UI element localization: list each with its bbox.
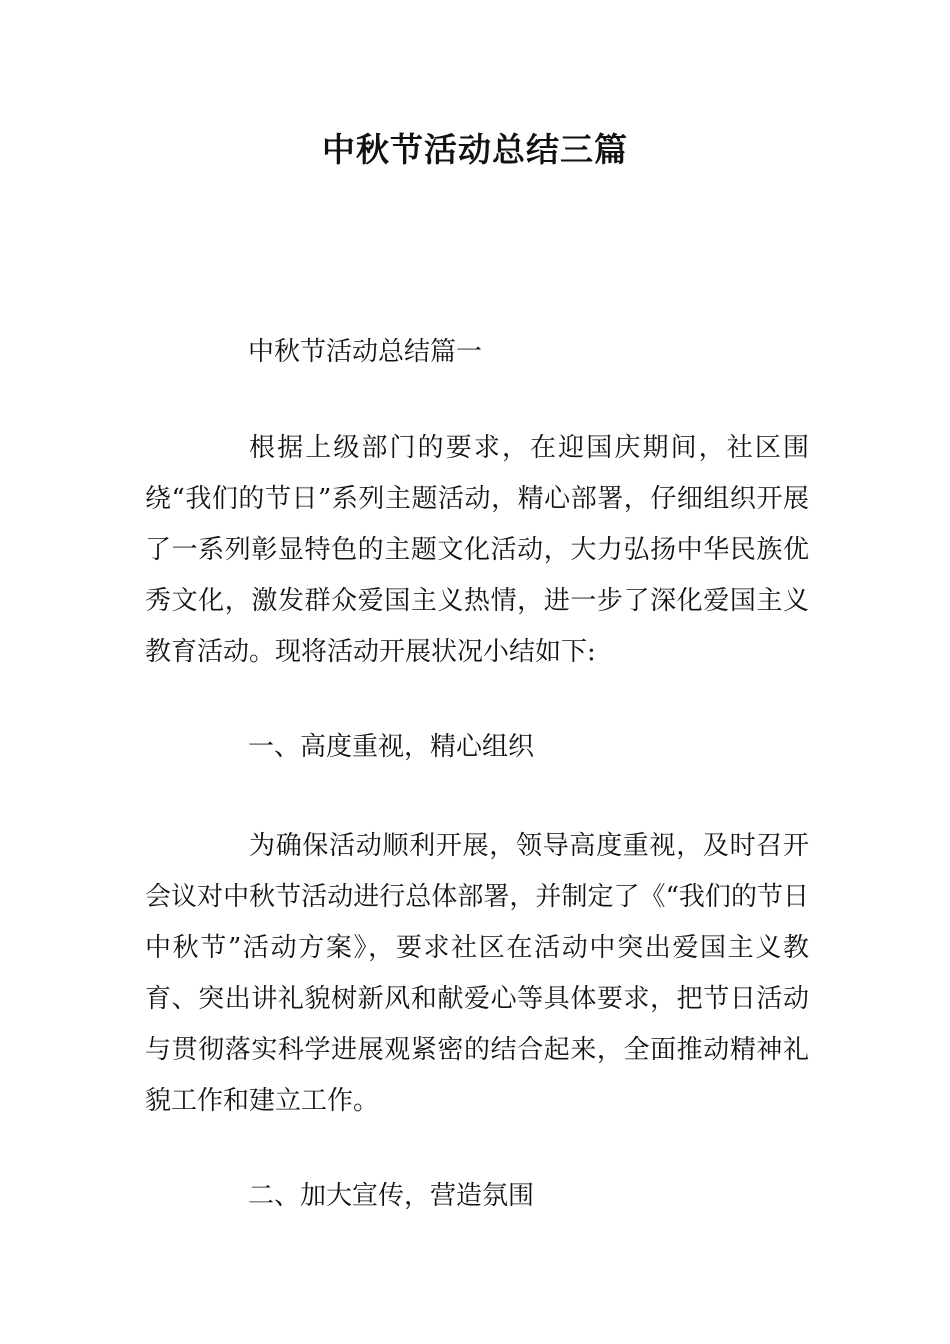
paragraph-one: 为确保活动顺利开展，领导高度重视，及时召开会议对中秋节活动进行总体部署，并制定了《“我们的节日中秋节”活动方案》，要求社区在活动中突出爱国主义教育、突出讲礼貌树新风和献爱心等具体要求，把节日活动与贯彻落实科学进展观紧密的结合起来，全面推动精神礼貌工作和建立工作。	[145, 831, 809, 1116]
heading-one: 一、高度重视，精心组织	[248, 732, 535, 762]
document-title: 中秋节活动总结三篇	[322, 130, 628, 169]
section-title: 中秋节活动总结篇一	[248, 337, 483, 367]
heading-two: 二、加大宣传，营造氛围	[248, 1181, 535, 1211]
paragraph-intro: 根据上级部门的要求，在迎国庆期间，社区围绕“我们的节日”系列主题活动，精心部署，仔细组织开展了一系列彰显特色的主题文化活动，大力弘扬中华民族优秀文化，激发群众爱国主义热情，进一步了深化爱国主义教育活动。现将活动开展状况小结如下:	[145, 433, 809, 667]
